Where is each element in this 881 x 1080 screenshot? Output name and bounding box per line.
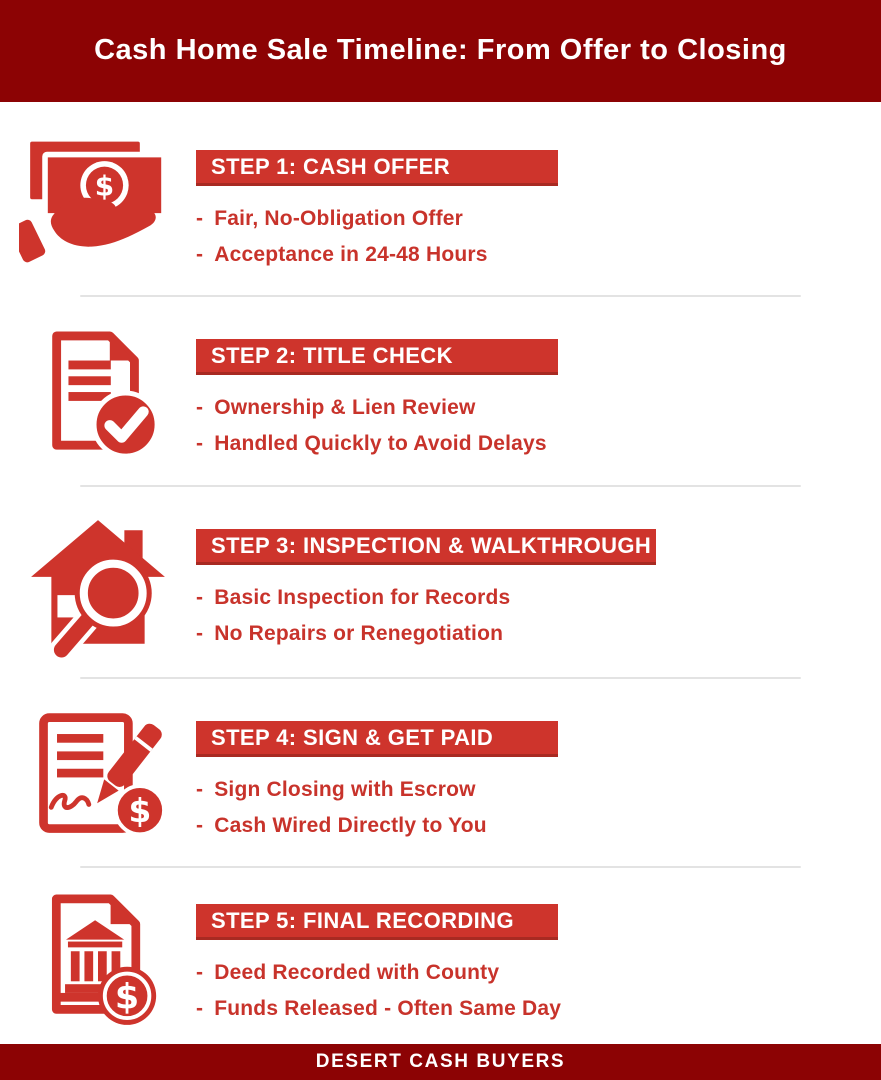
bullet-text: Funds Released - Often Same Day [214, 997, 562, 1020]
bullet-dash: - [196, 778, 204, 801]
bullet-text: Ownership & Lien Review [214, 396, 476, 419]
step-bullet [196, 580, 881, 616]
step-banner-label: STEP 1: CASH OFFER [211, 153, 451, 179]
bullet-text: Handled Quickly to Avoid Delays [214, 432, 547, 455]
step-bullet [196, 201, 881, 237]
bullet-text: No Repairs or Renegotiation [214, 622, 504, 645]
step-banner-label: STEP 4: SIGN & GET PAID [211, 724, 494, 750]
step-bullets [196, 201, 881, 273]
bullet-text: Basic Inspection for Records [214, 586, 511, 609]
step-5-icon-col [0, 868, 196, 1044]
step-bullet [196, 772, 881, 808]
step-5-content [196, 868, 881, 1044]
step-4-section [0, 679, 881, 866]
svg-text:$: $ [128, 791, 152, 830]
house-magnifier-icon [27, 512, 169, 659]
bullet-dash: - [196, 207, 204, 230]
bullet-text: Sign Closing with Escrow [214, 778, 476, 801]
bullet-dash: - [196, 814, 204, 837]
bullet-dash: - [196, 432, 204, 455]
contract-pen-dollar-icon [28, 708, 168, 843]
step-1-icon-col [0, 102, 196, 295]
bullet-dash: - [196, 622, 204, 645]
bullet-text: Fair, No-Obligation Offer [214, 207, 464, 230]
bullet-dash: - [196, 997, 204, 1020]
bullet-dash: - [196, 961, 204, 984]
step-banner-label: STEP 2: TITLE CHECK [211, 342, 453, 368]
step-banner-label: STEP 5: FINAL RECORDING [211, 907, 514, 933]
cash-in-hand-icon [19, 141, 177, 263]
bank-document-dollar-icon [35, 891, 161, 1027]
step-banner [196, 529, 656, 565]
step-bullet [196, 237, 881, 273]
svg-text:$: $ [94, 168, 115, 202]
step-bullet [196, 955, 881, 991]
step-5-section [0, 868, 881, 1044]
step-banner [196, 339, 558, 375]
step-2-icon-col [0, 297, 196, 485]
bullet-dash: - [196, 396, 204, 419]
step-bullet [196, 616, 881, 652]
step-1-content [196, 102, 881, 295]
step-bullet [196, 991, 881, 1027]
document-check-icon [34, 328, 162, 461]
step-banner [196, 904, 558, 940]
step-3-content [196, 487, 881, 677]
step-4-content [196, 679, 881, 866]
step-4-icon-col [0, 679, 196, 866]
step-banner [196, 721, 558, 757]
brand-name: DESERT CASH BUYERS [315, 1051, 566, 1072]
step-banner-label: STEP 3: INSPECTION & WALKTHROUGH [211, 532, 652, 558]
step-bullets [196, 955, 881, 1027]
step-1-section [0, 102, 881, 295]
bullet-text: Deed Recorded with County [214, 961, 500, 984]
step-bullets [196, 580, 881, 652]
step-3-icon-col [0, 487, 196, 677]
step-3-section [0, 487, 881, 677]
step-bullet [196, 808, 881, 844]
step-bullet [196, 426, 881, 462]
step-bullet [196, 390, 881, 426]
step-banner [196, 150, 558, 186]
step-2-content [196, 297, 881, 485]
page-title: Cash Home Sale Timeline: From Offer to Closing [94, 34, 787, 67]
timeline-steps [0, 102, 881, 1044]
bullet-text: Acceptance in 24-48 Hours [214, 243, 488, 266]
step-bullets [196, 772, 881, 844]
footer-banner [0, 1044, 881, 1080]
step-2-section [0, 297, 881, 485]
bullet-text: Cash Wired Directly to You [214, 814, 487, 837]
step-bullets [196, 390, 881, 462]
svg-text:$: $ [114, 977, 140, 1018]
bullet-dash: - [196, 586, 204, 609]
header-banner [0, 0, 881, 102]
bullet-dash: - [196, 243, 204, 266]
